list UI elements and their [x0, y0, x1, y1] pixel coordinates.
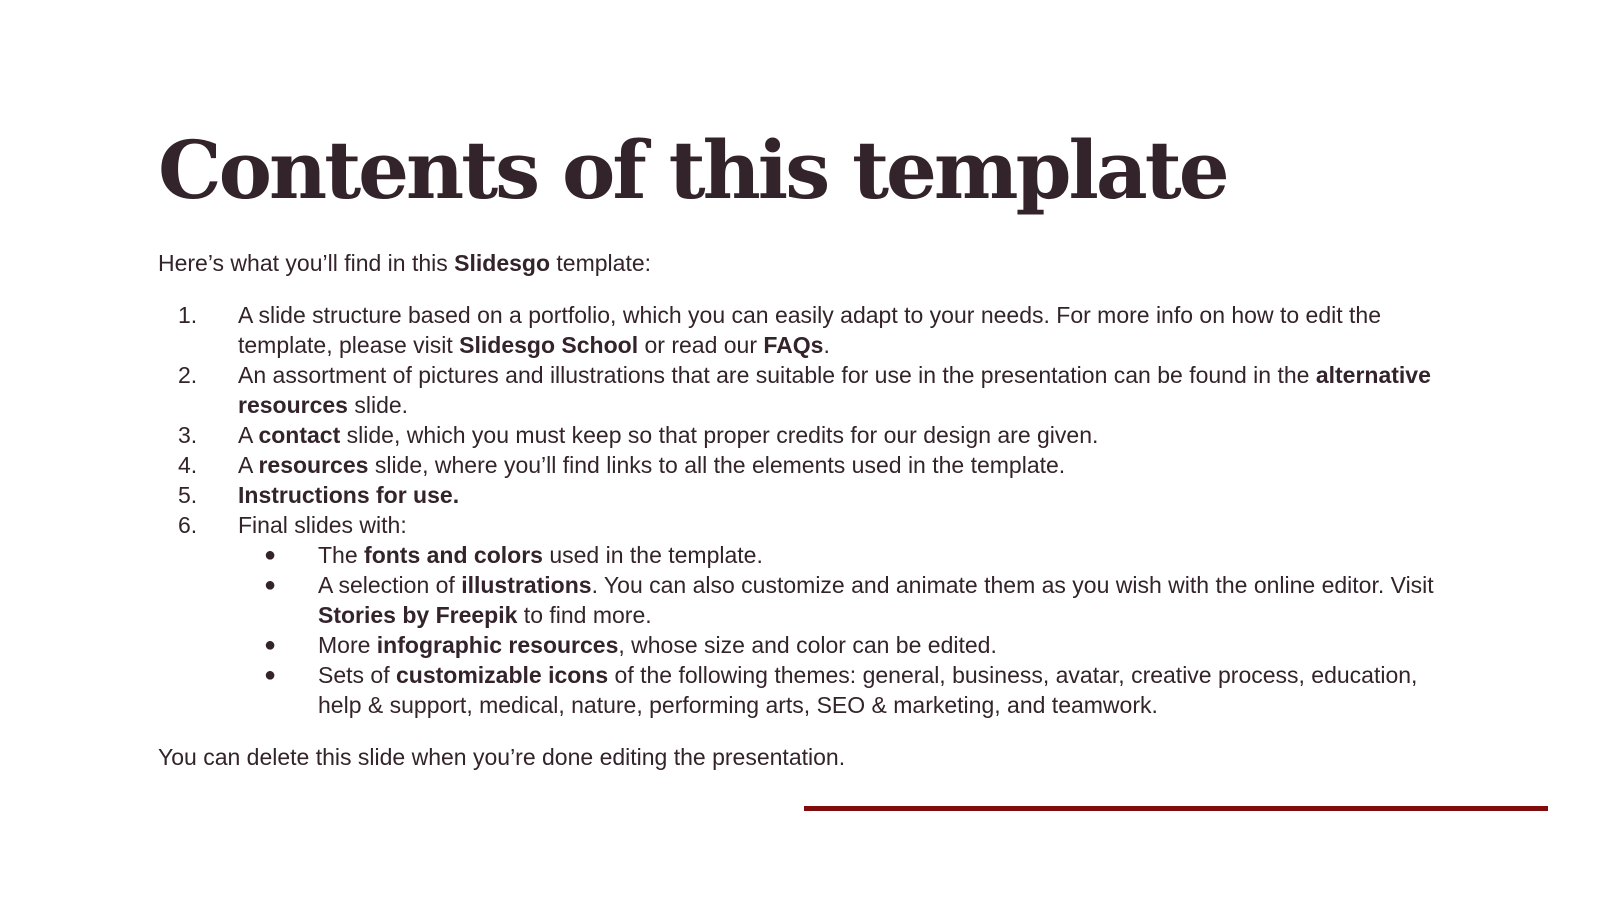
item-bold: infographic resources: [376, 632, 619, 658]
list-number: 6.: [178, 512, 198, 538]
item-text: or read our: [638, 332, 764, 358]
item-bold: alternative resources: [238, 362, 1431, 418]
item-bold: Slidesgo School: [459, 332, 639, 358]
item-text: slide.: [347, 392, 409, 418]
item-text: Sets of: [318, 662, 396, 688]
bullet-item: [238, 660, 1458, 720]
item-bold: FAQs: [763, 332, 824, 358]
bullet-item: [238, 570, 1458, 630]
bullet-marker: ●: [264, 664, 277, 686]
item-bold: contact: [258, 422, 341, 448]
item-text: More: [318, 632, 377, 658]
bullet-list: [238, 540, 1458, 720]
list-number: 1.: [178, 302, 198, 328]
intro-bold: Slidesgo: [454, 250, 551, 276]
numbered-list: [158, 300, 1458, 720]
list-number: 5.: [178, 482, 198, 508]
list-item: [158, 510, 1458, 720]
item-bold: Stories by Freepik: [318, 602, 518, 628]
list-number: 2.: [178, 362, 198, 388]
item-text: .: [823, 332, 830, 358]
item-text: A selection of: [318, 572, 462, 598]
item-text: used in the template.: [542, 542, 763, 568]
intro-text-end: template:: [550, 250, 652, 276]
item-text: An assortment of pictures and illustrations that are suitable for use in the presentation can be found in the: [238, 362, 1316, 388]
item-bold: fonts and colors: [364, 542, 543, 568]
bullet-marker: ●: [264, 544, 277, 566]
intro-text: Here’s what you’ll find in this: [158, 250, 455, 276]
item-text: of the following themes: general, business, avatar, creative process, education, help & support, medical, nature, performing arts, SEO & marketing, and teamwork.: [318, 662, 1418, 718]
bullet-item: [238, 540, 1458, 570]
list-number: 3.: [178, 422, 198, 448]
item-text: Final slides with:: [238, 512, 407, 538]
item-bold: Instructions for use.: [238, 482, 460, 508]
accent-divider-line: [804, 806, 1548, 811]
bullet-item: [238, 630, 1458, 660]
list-number: 4.: [178, 452, 198, 478]
item-text: The: [318, 542, 365, 568]
item-bold: illustrations: [461, 572, 592, 598]
list-item: [158, 360, 1458, 420]
bullet-marker: ●: [264, 634, 277, 656]
item-text: A: [238, 452, 259, 478]
outro-paragraph: You can delete this slide when you’re done editing the presentation.: [158, 744, 846, 770]
list-item: [158, 420, 1458, 450]
list-item: [158, 450, 1458, 480]
item-text: slide, which you must keep so that proper credits for our design are given.: [340, 422, 1099, 448]
item-text: A: [238, 422, 259, 448]
slide-title: Contents of this template: [158, 123, 1227, 217]
list-item: [158, 300, 1458, 360]
intro-paragraph: [158, 248, 1458, 278]
bullet-marker: ●: [264, 574, 277, 596]
item-text: slide, where you’ll find links to all the elements used in the template.: [368, 452, 1066, 478]
item-bold: resources: [258, 452, 369, 478]
item-text: to find more.: [517, 602, 652, 628]
item-text: , whose size and color can be edited.: [618, 632, 997, 658]
item-text: . You can also customize and animate them as you wish with the online editor. Visit: [591, 572, 1434, 598]
item-text: A slide structure based on a portfolio, which you can easily adapt to your needs. For more info on how to edit the template, please visit: [238, 302, 1381, 358]
list-item: [158, 480, 1458, 510]
item-bold: customizable icons: [395, 662, 609, 688]
slide-body: [158, 248, 1458, 772]
